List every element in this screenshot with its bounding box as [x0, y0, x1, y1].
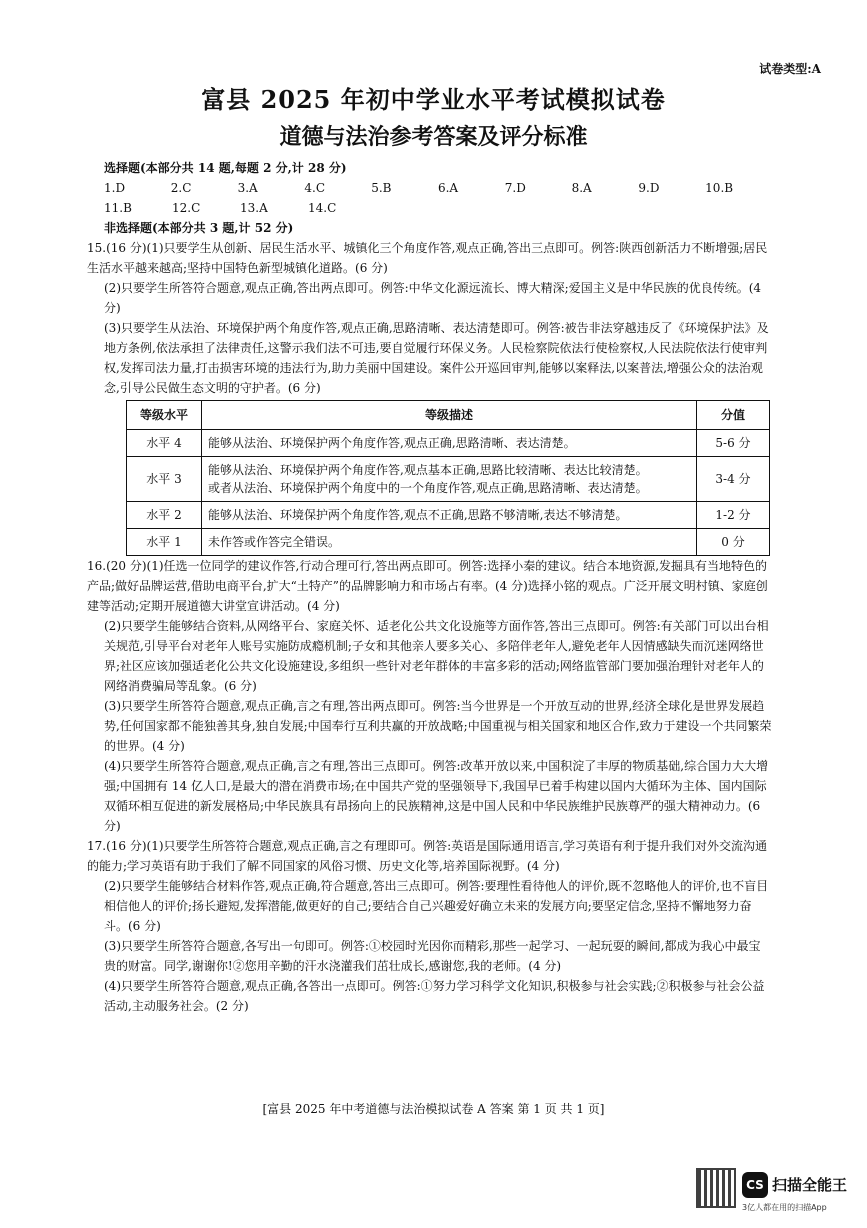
- choice-answer: 6.A: [437, 181, 459, 195]
- rubric-desc: 未作答或作答完全错误。: [202, 529, 697, 556]
- rubric-header-level: 等级水平: [127, 401, 202, 430]
- choice-answer: 11.B: [104, 201, 132, 215]
- camscanner-logo: CS: [742, 1172, 768, 1198]
- choice-answer: 5.B: [371, 181, 392, 195]
- answer-body: [87, 158, 772, 1016]
- choice-answer: 14.C: [308, 201, 337, 215]
- scanner-watermark: [696, 1168, 846, 1218]
- choice-answers-row-2: [104, 198, 772, 218]
- choice-section-heading: 选择题(本部分共 14 题,每题 2 分,计 28 分): [104, 161, 347, 175]
- page-title: 富县 2025 年初中学业水平考试模拟试卷: [201, 85, 666, 114]
- q15-part1: 15.(16 分)(1)只要学生从创新、居民生活水平、城镇化三个角度作答,观点正确,答出三点即可。例答:陕西创新活力不断增强;居民生活水平越来越高;坚持中国特色新型城镇化道路。(6 分): [87, 241, 768, 275]
- q16-part2: (2)只要学生能够结合资料,从网络平台、家庭关怀、适老化公共文化设施等方面作答,答出三点即可。例答:有关部门可以出台相关规范,引导平台对老年人账号实施防成瘾机制;子女和其他亲人要多关心、多陪伴老年人,避免老年人因情感缺失而沉迷网络世界;社区应该加强适老化公共文化设施建设,多组织一些针对老年群体的丰富多彩的活动;网络监管部门要加强治理针对老年人的网络消费骗局等乱象。(6 分): [104, 619, 769, 693]
- rubric-row: [127, 430, 770, 457]
- choice-answer: 4.C: [304, 181, 326, 195]
- rubric-header-desc: 等级描述: [202, 401, 697, 430]
- q17-part4: (4)只要学生所答符合题意,观点正确,各答出一点即可。例答:①努力学习科学文化知识,积极参与社会实践;②积极参与社会公益活动,主动服务社会。(2 分): [104, 979, 765, 1013]
- rubric-header-row: [127, 401, 770, 430]
- qr-code-icon: [696, 1168, 736, 1208]
- choice-answer: 7.D: [504, 181, 526, 195]
- rubric-score: 3-4 分: [697, 457, 770, 502]
- choice-answer: 3.A: [237, 181, 258, 195]
- page-subtitle: 道德与法治参考答案及评分标准: [279, 125, 588, 150]
- rubric-desc: 能够从法治、环境保护两个角度作答,观点正确,思路清晰、表达清楚。: [202, 430, 697, 457]
- rubric-desc-line: 或者从法治、环境保护两个角度中的一个角度作答,观点正确,思路清晰、表达清楚。: [208, 481, 648, 495]
- choice-answer: 12.C: [172, 201, 201, 215]
- scanner-tagline: 3亿人都在用的扫描App: [742, 1203, 827, 1212]
- q15-part2: (2)只要学生所答符合题意,观点正确,答出两点即可。例答:中华文化源远流长、博大精深;爱国主义是中华民族的优良传统。(4 分): [104, 281, 762, 315]
- scanner-app-name: 扫描全能王: [772, 1176, 848, 1194]
- q17-part3: (3)只要学生所答符合题意,各写出一句即可。例答:①校园时光因你而精彩,那些一起学习、一起玩耍的瞬间,都成为我心中最宝贵的财富。同学,谢谢你!②您用辛勤的汗水浇灌我们茁壮成长,感谢您,我的老师。(4 分): [104, 939, 761, 973]
- rubric-desc: 能够从法治、环境保护两个角度作答,观点不正确,思路不够清晰,表达不够清楚。: [202, 502, 697, 529]
- rubric-row: [127, 502, 770, 529]
- choice-answer: 10.B: [705, 181, 734, 195]
- nonchoice-section-heading: 非选择题(本部分共 3 题,计 52 分): [104, 221, 294, 235]
- rubric-row: [127, 457, 770, 502]
- q17-part1: 17.(16 分)(1)只要学生所答符合题意,观点正确,言之有理即可。例答:英语是国际通用语言,学习英语有利于提升我们对外交流沟通的能力;学习英语有助于我们了解不同国家的风俗习惯、历史文化等,培养国际视野。(4 分): [87, 839, 768, 873]
- rubric-level: 水平 2: [127, 502, 202, 529]
- choice-answer: 13.A: [240, 201, 268, 215]
- rubric-score: 0 分: [697, 529, 770, 556]
- q15-part3: (3)只要学生从法治、环境保护两个角度作答,观点正确,思路清晰、表达清楚即可。例答:被告非法穿越违反了《环境保护法》及地方条例,依法承担了法律责任,这警示我们法不可违,要自觉履行环保义务。人民检察院依法行使检察权,人民法院依法行使审判权,发挥司法力量,打击损害环境的违法行为,助力美丽中国建设。案件公开巡回审判,能够以案释法,以案普法,增强公众的法治观念,引导公民做生态文明的守护者。(6 分): [104, 321, 769, 395]
- choice-answer: 8.A: [571, 181, 592, 195]
- page-footer: [富县 2025 年中考道德与法治模拟试卷 A 答案 第 1 页 共 1 页]: [262, 1102, 605, 1116]
- rubric-level: 水平 4: [127, 430, 202, 457]
- rubric-score: 5-6 分: [697, 430, 770, 457]
- rubric-row: [127, 529, 770, 556]
- rubric-desc-line: 能够从法治、环境保护两个角度作答,观点基本正确,思路比较清晰、表达比较清楚。: [208, 463, 648, 477]
- rubric-desc: [202, 457, 697, 502]
- q16-part1: 16.(20 分)(1)任选一位同学的建议作答,行动合理可行,答出两点即可。例答:选择小秦的建议。结合本地资源,发掘具有当地特色的产品;做好品牌运营,借助电商平台,扩大“土特产”的品牌影响力和市场占有率。(4 分)选择小铭的观点。广泛开展文明村镇、家庭创建等活动;定期开展道德大讲堂宣讲活动。(4 分): [87, 559, 768, 613]
- q16-part3: (3)只要学生所答符合题意,观点正确,言之有理,答出两点即可。例答:当今世界是一个开放互动的世界,经济全球化是世界发展趋势,任何国家都不能独善其身,独自发展;中国奉行互利共赢的开放战略;中国重视与相关国家和地区合作,致力于建设一个共同繁荣的世界。(4 分): [104, 699, 772, 753]
- rubric-header-score: 分值: [697, 401, 770, 430]
- rubric-level: 水平 3: [127, 457, 202, 502]
- q16-part4: (4)只要学生所答符合题意,观点正确,言之有理,答出三点即可。例答:改革开放以来,中国积淀了丰厚的物质基础,综合国力大大增强;中国拥有 14 亿人口,是最大的潜在消费市场;在中国共产党的坚强领导下,我国早已着手构建以国内大循环为主体、国内国际双循环相互促进的新发展格局;中华民族具有昂扬向上的民族精神,这是中国人民和中华民族维护民族尊严的强大精神动力。(6 分): [104, 759, 769, 833]
- q17-part2: (2)只要学生能够结合材料作答,观点正确,符合题意,答出三点即可。例答:要理性看待他人的评价,既不忽略他人的评价,也不盲目相信他人的评价;扬长避短,发挥潜能,做更好的自己;要结合自己兴趣爱好确立未来的发展方向;要坚定信念,坚持不懈地努力奋斗。(6 分): [104, 879, 769, 933]
- choice-answer: 1.D: [104, 181, 126, 195]
- rubric-score: 1-2 分: [697, 502, 770, 529]
- choice-answer: 2.C: [170, 181, 192, 195]
- rubric-level: 水平 1: [127, 529, 202, 556]
- paper-type-tag: 试卷类型:A: [759, 62, 821, 76]
- choice-answers-row-1: [104, 178, 772, 198]
- grading-rubric-table: [126, 400, 770, 556]
- choice-answer: 9.D: [638, 181, 660, 195]
